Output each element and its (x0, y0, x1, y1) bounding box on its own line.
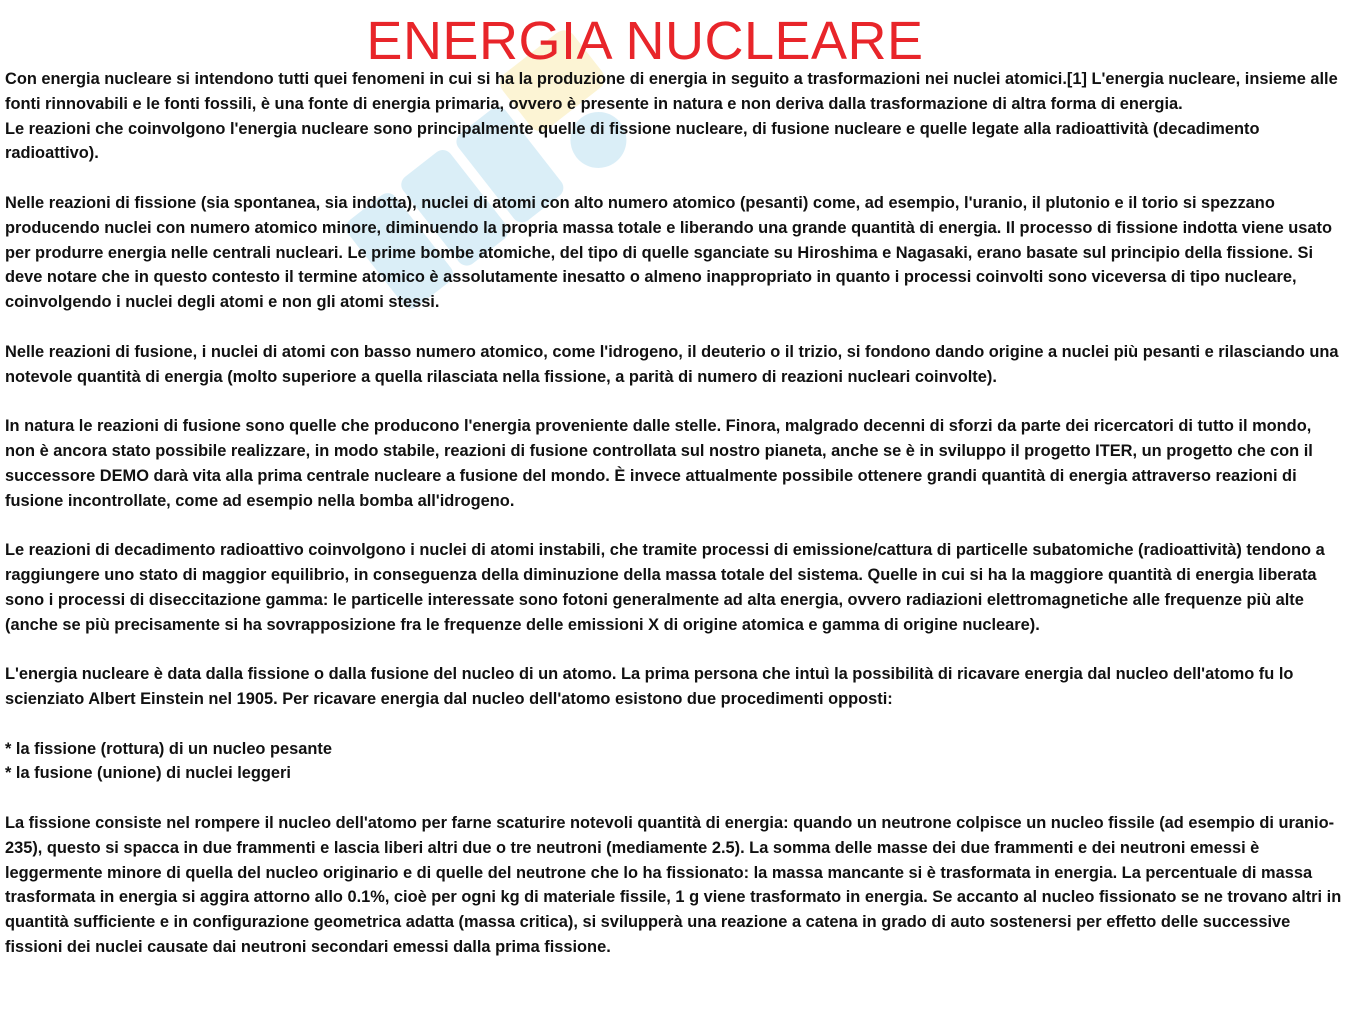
paragraph-fusion: Nelle reazioni di fusione, i nuclei di atomi con basso numero atomico, come l'idrogeno, il deuterio o il trizio, si fondono dando origine a nuclei più pesanti e rilasciando una notevole quantità di energia (molto superiore a quella rilasciata nella fissione, a parità di numero di reazioni nucleari coinvolte). (5, 342, 1339, 386)
list-item: * la fissione (rottura) di un nucleo pesante (5, 739, 332, 758)
paragraph-decay: Le reazioni di decadimento radioattivo coinvolgono i nuclei di atomi instabili, che tramite processi di emissione/cattura di particelle subatomiche (radioattività) tendono a raggiungere uno stato di maggior equilibrio, in conseguenza della diminuzione della massa totale del sistema. Quelle in cui si ha la maggiore quantità di energia liberata sono i processi di diseccitazione gamma: le particelle interessate sono fotoni generalmente ad alta energia, ovvero radiazioni elettromagnetiche alle frequenze più alte (anche se più precisamente si ha sovrapposizione fra le frequenze delle emissioni X di origine atomica e gamma di origine nucleare). (5, 541, 1325, 634)
paragraph-intro: Con energia nucleare si intendono tutti quei fenomeni in cui si ha la produzione di energia in seguito a trasformazioni nei nuclei atomici.[1] L'energia nucleare, insieme alle fonti rinnovabili e le fonti fossili, è una fonte di energia primaria, ovvero è presente in natura e non deriva dalla trasformazione di altra forma di energia. (5, 70, 1338, 113)
document-title: ENERGIA NUCLEARE (366, 11, 924, 71)
bullet-list (5, 737, 1343, 787)
paragraph-fission: Nelle reazioni di fissione (sia spontanea, sia indotta), nuclei di atomi con alto numero atomico (pesanti) come, ad esempio, l'uranio, il plutonio e il torio si spezzano producendo nuclei con numero atomico minore, diminuendo la propria massa totale e liberando una grande quantità di energia. Il processo di fissione indotta viene usato per produrre energia nelle centrali nucleari. Le prime bombe atomiche, del tipo di quelle sganciate su Hiroshima e Nagasaki, erano basate sul principio della fissione. Si deve notare che in questo contesto il termine atomico è assolutamente inesatto o almeno inappropriato in quanto i processi coinvolti sono viceversa di tipo nucleare, coinvolgendo i nuclei degli atomi e non gli atomi stessi. (5, 193, 1332, 312)
paragraph-fission-detail: La fissione consiste nel rompere il nucleo dell'atomo per farne scaturire notevoli quantità di energia: quando un neutrone colpisce un nucleo fissile (ad esempio di uranio-235), questo si spacca in due frammenti e lascia liberi altri due o tre neutroni (mediamente 2.5). La somma delle masse dei due frammenti e dei neutroni emessi è leggermente minore di quella del nucleo originario e di quelle del neutrone che lo ha fissionato: la massa mancante si è trasformata in energia. La percentuale di massa trasformata in energia si aggira attorno allo 0.1%, cioè per ogni kg di materiale fissile, 1 g viene trasformato in energia. Se accanto al nucleo fissionato se ne trovano altri in quantità sufficiente e in configurazione geometrica adatta (massa critica), si svilupperà una reazione a catena in grado di auto sostenersi per effetto delle successive fissioni dei nuclei causate dai neutroni secondari emessi dalla prima fissione. (5, 813, 1342, 956)
paragraph-reactions: Le reazioni che coinvolgono l'energia nucleare sono principalmente quelle di fissione nucleare, di fusione nucleare e quelle legate alla radioattività (decadimento radioattivo). (5, 119, 1260, 163)
document-body (5, 67, 1343, 960)
paragraph-fusion-nature: In natura le reazioni di fusione sono quelle che producono l'energia proveniente dalle stelle. Finora, malgrado decenni di sforzi da parte dei ricercatori di tutto il mondo, non è ancora stato possibile realizzare, in modo stabile, reazioni di fusione controllata sul nostro pianeta, anche se è in sviluppo il progetto ITER, un progetto che con il successore DEMO darà vita alla prima centrale nucleare a fusione del mondo. È invece attualmente possibile ottenere grandi quantità di energia attraverso reazioni di fusione incontrollate, come ad esempio nella bomba all'idrogeno. (5, 417, 1313, 510)
list-item: * la fusione (unione) di nuclei leggeri (5, 764, 291, 783)
paragraph-einstein: L'energia nucleare è data dalla fissione o dalla fusione del nucleo di un atomo. La prima persona che intuì la possibilità di ricavare energia dal nucleo dell'atomo fu lo scienziato Albert Einstein nel 1905. Per ricavare energia dal nucleo dell'atomo esistono due procedimenti opposti: (5, 665, 1294, 708)
